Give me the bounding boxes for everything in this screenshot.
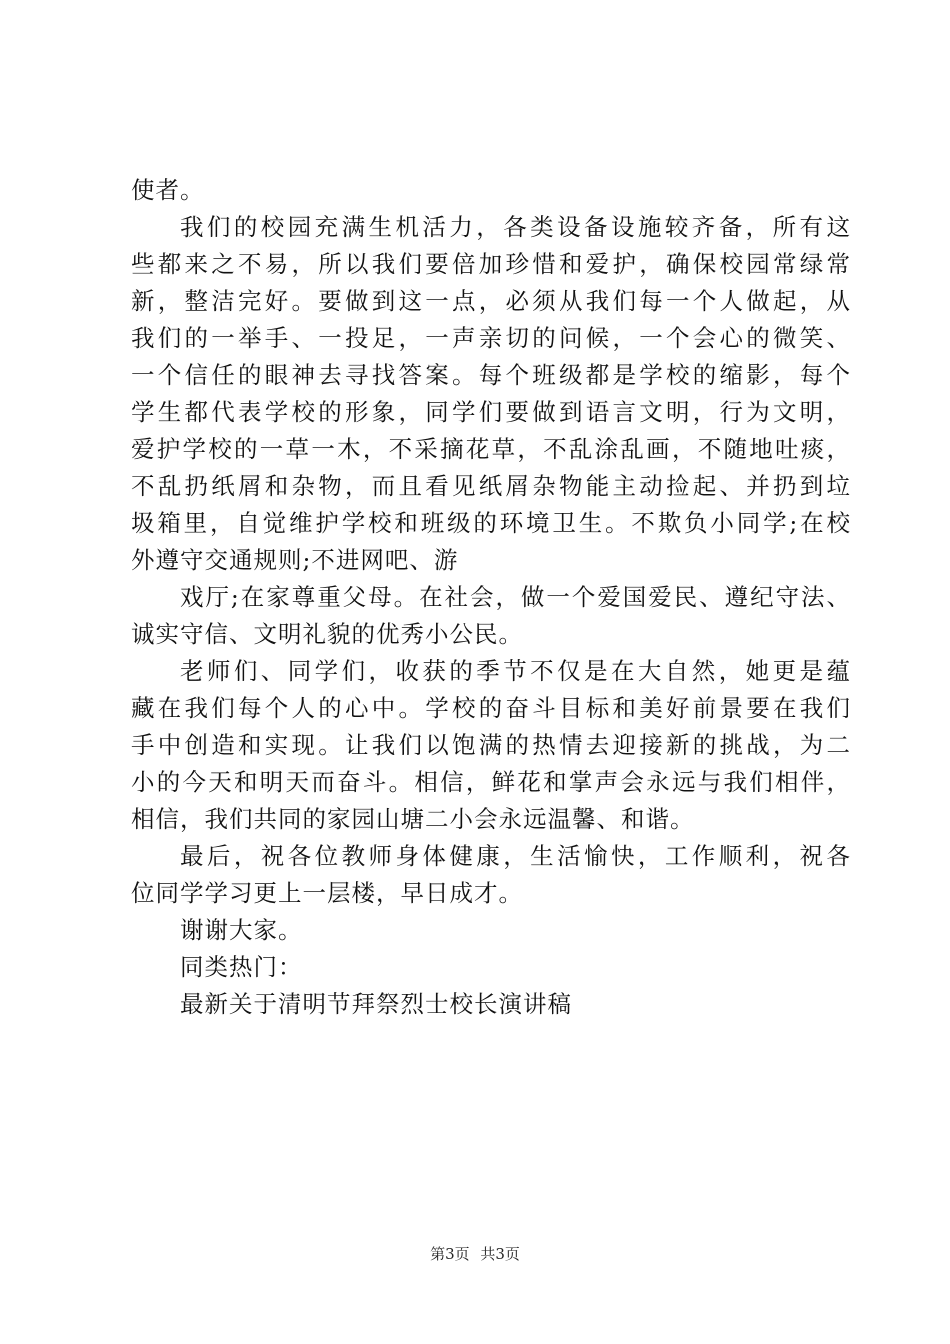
text-line: 戏厅;在家尊重父母。在社会，做一个爱国爱民、遵纪守法、 xyxy=(180,583,851,611)
page-footer xyxy=(0,1244,950,1264)
text-line: 藏在我们每个人的心中。学校的奋斗目标和美好前景要在我们 xyxy=(131,694,851,722)
text-line: 外遵守交通规则;不进网吧、游 xyxy=(131,546,459,574)
text-line: 诚实守信、文明礼貌的优秀小公民。 xyxy=(131,620,523,648)
text-line: 小的今天和明天而奋斗。相信，鲜花和掌声会永远与我们相伴， xyxy=(131,768,851,796)
text-line: 些都来之不易，所以我们要倍加珍惜和爱护，确保校园常绿常 xyxy=(131,250,851,278)
text-line: 手中创造和实现。让我们以饱满的热情去迎接新的挑战，为二 xyxy=(131,731,851,759)
text-line: 我们的一举手、一投足，一声亲切的问候，一个会心的微笑、 xyxy=(131,324,851,352)
text-line: 老师们、同学们，收获的季节不仅是在大自然，她更是蕴 xyxy=(180,657,851,685)
text-line: 同类热门： xyxy=(180,953,303,981)
text-line: 最后，祝各位教师身体健康，生活愉快，工作顺利，祝各 xyxy=(180,842,851,870)
text-line: 一个信任的眼神去寻找答案。每个班级都是学校的缩影，每个 xyxy=(131,361,851,389)
text-line: 新，整洁完好。要做到这一点，必须从我们每一个人做起，从 xyxy=(131,287,851,315)
page-number: 第3页 xyxy=(430,1245,470,1263)
text-line: 使者。 xyxy=(131,176,205,204)
text-line: 圾箱里，自觉维护学校和班级的环境卫生。不欺负小同学;在校 xyxy=(131,509,851,537)
document-body xyxy=(131,172,851,1023)
text-line: 谢谢大家。 xyxy=(180,916,303,944)
text-line: 最新关于清明节拜祭烈士校长演讲稿 xyxy=(180,990,572,1018)
text-line: 位同学学习更上一层楼，早日成才。 xyxy=(131,879,523,907)
text-line: 不乱扔纸屑和杂物，而且看见纸屑杂物能主动捡起、并扔到垃 xyxy=(131,472,851,500)
text-line: 相信，我们共同的家园山塘二小会永远温馨、和谐。 xyxy=(131,805,695,833)
text-line: 我们的校园充满生机活力，各类设备设施较齐备，所有这 xyxy=(180,213,851,241)
text-line: 爱护学校的一草一木，不采摘花草，不乱涂乱画，不随地吐痰， xyxy=(131,435,851,463)
page-total: 共3页 xyxy=(480,1245,520,1263)
text-line: 学生都代表学校的形象，同学们要做到语言文明，行为文明， xyxy=(131,398,851,426)
